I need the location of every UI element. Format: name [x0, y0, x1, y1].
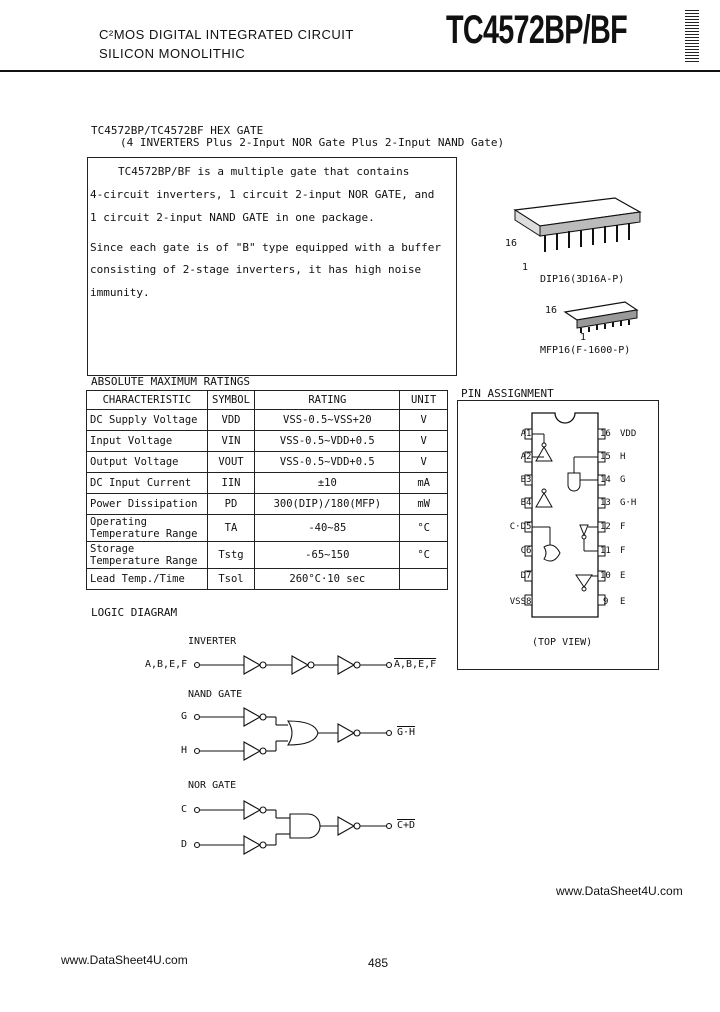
pin-right-name: E — [620, 571, 626, 581]
pin-left-num: 2 — [526, 452, 532, 462]
desc-line: TC4572BP/BF is a multiple gate that contains — [118, 165, 410, 178]
pin-right-name: VDD — [620, 429, 637, 439]
nor-label: NOR GATE — [188, 780, 237, 791]
header-characteristic: CHARACTERISTIC — [87, 391, 208, 410]
ratings-table — [86, 390, 448, 590]
cell-symbol: IIN — [207, 473, 255, 494]
header-rule — [0, 70, 720, 72]
cell-unit: °C — [400, 542, 448, 569]
cell-rating: VSS-0.5~VSS+20 — [255, 410, 400, 431]
table-row — [87, 473, 448, 494]
mfp-pin1-label: 1 — [580, 332, 587, 343]
cell-characteristic: DC Input Current — [87, 473, 208, 494]
mfp-pin16-label: 16 — [545, 305, 558, 316]
header-symbol: SYMBOL — [207, 391, 255, 410]
top-view-label: (TOP VIEW) — [532, 637, 593, 648]
cell-symbol: TA — [207, 515, 255, 542]
cell-characteristic: Input Voltage — [87, 431, 208, 452]
cell-characteristic: Output Voltage — [87, 452, 208, 473]
watermark-right: www.DataSheet4U.com — [556, 884, 683, 898]
pin-left-num: 6 — [526, 546, 532, 556]
dip-pin1-label: 1 — [522, 262, 529, 273]
cell-rating: -65~150 — [255, 542, 400, 569]
pin-right-num: 10 — [600, 571, 611, 581]
pin-right-name: G — [620, 475, 626, 485]
pin-left-name: A — [520, 429, 526, 439]
pin-right-num: 13 — [600, 498, 611, 508]
cell-symbol: Tsol — [207, 569, 255, 590]
mfp-package-label: MFP16(F-1600-P) — [540, 345, 631, 356]
cell-rating: -40~85 — [255, 515, 400, 542]
desc-line: 1 circuit 2-input NAND GATE in one package. — [90, 211, 375, 224]
pin-left-name: C — [520, 546, 526, 556]
desc-line: Since each gate is of "B" type equipped with a buffer — [90, 241, 441, 254]
description-box — [87, 157, 457, 376]
pin-right-name: F — [620, 546, 626, 556]
cell-characteristic: Storage Temperature Range — [87, 542, 208, 569]
desc-line: consisting of 2-stage inverters, it has high noise — [90, 263, 422, 276]
pin-right-num: 14 — [600, 475, 611, 485]
cell-unit: mW — [400, 494, 448, 515]
nor-input-d: D — [181, 839, 188, 850]
pin-left-num: 8 — [526, 597, 532, 607]
pin-left-name: D — [520, 571, 526, 581]
logic-diagram-title: LOGIC DIAGRAM — [91, 606, 178, 619]
pin-assignment-title: PIN ASSIGNMENT — [461, 387, 554, 400]
cell-symbol: VDD — [207, 410, 255, 431]
cell-unit — [400, 569, 448, 590]
cell-rating: 260°C·10 sec — [255, 569, 400, 590]
pin-right-num: 9 — [603, 597, 609, 607]
section-subheading: (4 INVERTERS Plus 2-Input NOR Gate Plus 2-Input NAND Gate) — [120, 136, 505, 149]
pin-left-name: C·D — [509, 522, 526, 532]
cell-characteristic: Power Dissipation — [87, 494, 208, 515]
nor-output-label: C+D — [397, 820, 416, 831]
table-row — [87, 569, 448, 590]
cell-rating: ±10 — [255, 473, 400, 494]
ic-body-outline — [532, 413, 598, 617]
pin-left-name: VSS — [509, 597, 526, 607]
cell-symbol: VOUT — [207, 452, 255, 473]
cell-unit: mA — [400, 473, 448, 494]
pin-right-num: 11 — [600, 546, 611, 556]
header-line1: C²MOS DIGITAL INTEGRATED CIRCUIT — [99, 27, 354, 42]
nand-input-h: H — [181, 745, 188, 756]
cell-rating: 300(DIP)/180(MFP) — [255, 494, 400, 515]
cell-characteristic: DC Supply Voltage — [87, 410, 208, 431]
header-unit: UNIT — [400, 391, 448, 410]
table-row — [87, 494, 448, 515]
pin-right-name: G·H — [620, 498, 637, 508]
pin-left-name: B — [520, 498, 526, 508]
cell-unit: V — [400, 431, 448, 452]
header-stripe — [685, 10, 699, 62]
cell-characteristic: Operating Temperature Range — [87, 515, 208, 542]
nand-gate-symbol — [288, 721, 318, 745]
cell-symbol: PD — [207, 494, 255, 515]
inverter-output-label: A,B,E,F — [394, 659, 437, 670]
dip-package-label: DIP16(3D16A-P) — [540, 274, 625, 285]
inverter-input-label: A,B,E,F — [145, 659, 188, 670]
pin-right-name: H — [620, 452, 626, 462]
dip-pin16-label: 16 — [505, 238, 518, 249]
pin-left-num: 3 — [526, 475, 532, 485]
desc-line: 4-circuit inverters, 1 circuit 2-input NOR GATE, and — [90, 188, 435, 201]
pin-left-num: 7 — [526, 571, 532, 581]
nand-label: NAND GATE — [188, 689, 243, 700]
page-number: 485 — [368, 956, 389, 970]
watermark-left: www.DataSheet4U.com — [61, 953, 188, 967]
cell-symbol: Tstg — [207, 542, 255, 569]
table-row — [87, 410, 448, 431]
inverter-label: INVERTER — [188, 636, 237, 647]
pin-left-num: 1 — [526, 429, 532, 439]
table-row — [87, 515, 448, 542]
header-rating: RATING — [255, 391, 400, 410]
pin-right-name: F — [620, 522, 626, 532]
cell-rating: VSS-0.5~VDD+0.5 — [255, 431, 400, 452]
section-heading: TC4572BP/TC4572BF HEX GATE — [91, 124, 264, 137]
table-row — [87, 431, 448, 452]
pin-left-name: B — [520, 475, 526, 485]
table-row — [87, 542, 448, 569]
cell-unit: °C — [400, 515, 448, 542]
dip-package-icon — [515, 198, 640, 252]
mfp-package-icon — [565, 302, 637, 333]
cell-rating: VSS-0.5~VDD+0.5 — [255, 452, 400, 473]
cell-symbol: VIN — [207, 431, 255, 452]
cell-unit: V — [400, 410, 448, 431]
nor-gate-symbol — [290, 814, 320, 838]
cell-unit: V — [400, 452, 448, 473]
desc-line: immunity. — [90, 286, 150, 299]
nand-output-label: G·H — [397, 727, 416, 738]
cell-characteristic: Lead Temp./Time — [87, 569, 208, 590]
part-number-title: TC4572BP/BF — [446, 8, 627, 52]
pin-left-num: 5 — [526, 522, 532, 532]
ratings-title: ABSOLUTE MAXIMUM RATINGS — [91, 375, 250, 388]
pin-right-num: 16 — [600, 429, 611, 439]
header-line2: SILICON MONOLITHIC — [99, 46, 246, 61]
nor-input-c: C — [181, 804, 188, 815]
table-row — [87, 452, 448, 473]
table-header-row — [87, 391, 448, 410]
pin-right-num: 15 — [600, 452, 611, 462]
inverter-input-node — [195, 663, 200, 668]
pin-left-num: 4 — [526, 498, 532, 508]
pin-right-num: 12 — [600, 522, 611, 532]
pin-right-name: E — [620, 597, 626, 607]
nand-input-g: G — [181, 711, 188, 722]
pin-left-name: A — [520, 452, 526, 462]
